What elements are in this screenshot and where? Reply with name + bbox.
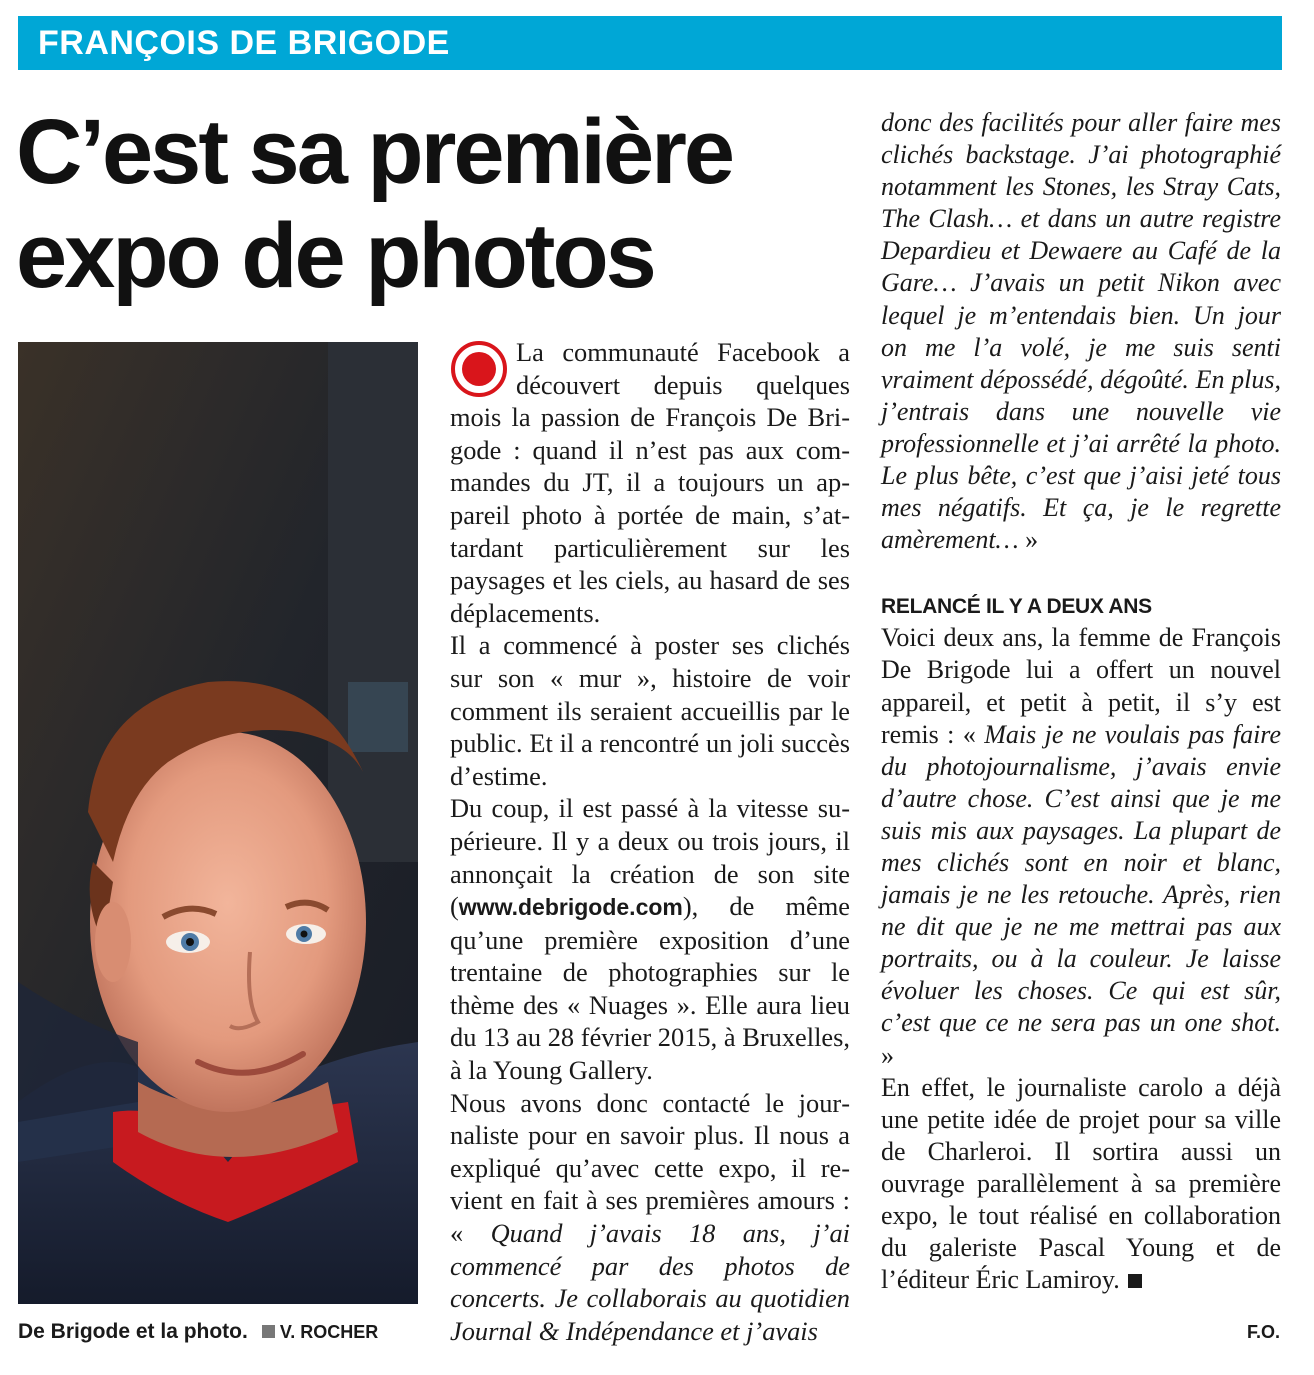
- article-paragraph: [450, 1087, 850, 1348]
- credit-square-icon: [262, 1325, 275, 1338]
- article-paragraph: [881, 107, 1281, 556]
- photo-caption: [18, 1316, 428, 1348]
- quote-text: Quand j’avais 18 ans, j’ai commencé par des photos de concerts. Je collaborais au quotidien Journal & Indépendance et j’avais: [450, 1218, 850, 1346]
- article-paragraph: [881, 622, 1281, 1071]
- photo-credit: V. ROCHER: [279, 1322, 379, 1342]
- quote-text: donc des facilités pour aller faire mes clichés backstage. J’ai photographié notamment les Stones, les Stray Cats, The Clash… et dans un autre registre Depardieu et Dewaere au Café de la Gare… J’avais un petit Nikon avec lequel je m’entendais bien. Un jour on me l’a volé, je me suis senti vraiment dépossédé, dégoûté. En plus, j’entrais dans une nouvelle vie professionnelle et j’ai arrêté la photo. Le plus bête, c’est que j’aisi jeté tous mes négatifs. Et ça, je le regrette amèrement…: [881, 108, 1281, 555]
- caption-text: De Brigode et la photo.: [18, 1320, 248, 1343]
- headline-line-1: C’est sa première: [16, 101, 733, 203]
- article-column-3: [881, 107, 1281, 1296]
- article-paragraph: [450, 336, 850, 629]
- headline: [16, 100, 856, 308]
- quote-text: Mais je ne voulais pas faire du photojournalisme, j’avais envie d’autre chose. C’est ainsi que je me suis mis aux paysages. La plupart de mes clichés sont en noir et blanc, jamais je ne les retouche. Après, rien ne dit que je ne me mettrai pas aux portraits, ou à la couleur. Je laisse évoluer les choses. Ce qui est sûr, c’est que ce ne sera pas un one shot.: [881, 719, 1281, 1038]
- body-text: ), de même qu’une première exposition d’une trentaine de photographies sur le thème des « Nuages ». Elle aura lieu du 13 au 28 février 2015, à Bruxelles, à la Young Gallery.: [450, 891, 850, 1086]
- article-paragraph: [450, 792, 850, 1086]
- body-text: »: [881, 1040, 894, 1070]
- body-text: Voici deux ans, la femme de François De Brigode lui a offert un nouvel appareil, et petit à petit, il s’y est remis : «: [881, 623, 1281, 749]
- body-text: RELANCÉ IL Y A DEUX ANS: [881, 595, 1152, 619]
- headline-line-2: expo de photos: [16, 205, 654, 307]
- body-text: En effet, le journaliste carolo a déjà une petite idée de projet pour sa ville de Charleroi. Il sortira aussi un ouvrage parallèlement à sa première expo, le tout réalisé en collaboration du galeriste Pascal Young et de l’éditeur Éric Lamiroy.: [881, 1072, 1281, 1295]
- body-text: »: [1018, 525, 1039, 555]
- article-paragraph: [881, 1072, 1281, 1297]
- portrait-illustration: [18, 342, 418, 1304]
- article-paragraph: [450, 629, 850, 792]
- section-kicker: FRANÇOIS DE BRIGODE: [18, 16, 1282, 70]
- author-initials: F.O.: [1246, 1322, 1280, 1342]
- body-text: La communauté Facebook a découvert depuis quelques mois la passion de François De Brigode : quand il n’est pas aux commandes du JT, il a toujours un appareil photo à portée de main, s’attardant particulièrement sur les paysages et les ciels, au hasard de ses déplacements.: [450, 337, 850, 628]
- body-text: Il a commencé à poster ses clichés sur son « mur », histoire de voir comment ils seraient accueillis par le public. Et il a rencontré un joli succès d’estime.: [450, 630, 850, 791]
- end-square-icon: [1128, 1274, 1142, 1288]
- section-subhead: [881, 594, 1281, 620]
- article-column-2: [450, 336, 850, 1347]
- portrait-photo: [18, 342, 418, 1304]
- red-record-bullet-icon: [450, 340, 508, 398]
- website-link: www.debrigode.com: [458, 894, 683, 921]
- body-text: Nous avons donc contacté le journaliste pour en savoir plus. Il nous a expliqué qu’avec cette expo, il revient en fait à ses premières amours : «: [450, 1087, 850, 1249]
- body-text: Du coup, il est passé à la vitesse supérieure. Il y a deux ou trois jours, il annonçait la création de son site (: [450, 793, 850, 922]
